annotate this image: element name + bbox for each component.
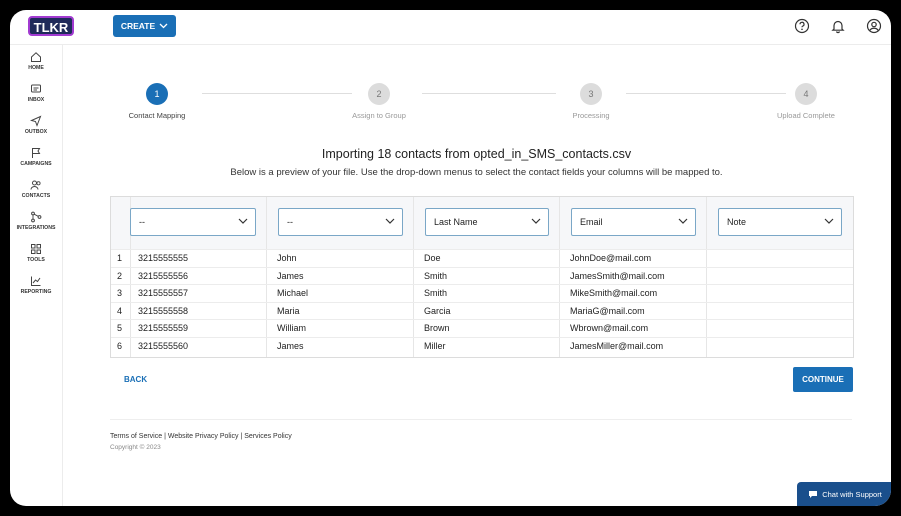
sidebar-item-home[interactable] <box>10 51 62 71</box>
row-number: 5 <box>117 323 123 333</box>
step-label: Upload Complete <box>777 111 835 120</box>
cell-first-name: Maria <box>277 305 300 316</box>
table-row <box>111 284 853 302</box>
sidebar-item-reporting[interactable] <box>10 275 62 295</box>
chevron-down-icon <box>238 218 248 225</box>
table-row <box>111 302 853 320</box>
column-mapping-select-4[interactable] <box>571 208 696 236</box>
row-number: 1 <box>117 253 123 263</box>
select-value: Email <box>580 217 603 227</box>
copyright: Copyright © 2023 <box>110 444 161 451</box>
chevron-down-icon <box>678 218 688 225</box>
mapping-table <box>110 196 854 358</box>
tlkr-logo[interactable]: TLKR <box>28 16 74 36</box>
select-value: Last Name <box>434 217 478 227</box>
step-label: Processing <box>572 111 610 120</box>
terms-link[interactable]: Terms of Service <box>110 433 163 440</box>
account-icon[interactable] <box>866 18 882 34</box>
row-number: 4 <box>117 305 123 316</box>
cell-first-name: Michael <box>277 288 309 298</box>
step-contact-mapping <box>112 83 202 120</box>
column-mapping-select-3[interactable] <box>425 208 549 236</box>
step-number: 1 <box>146 83 168 105</box>
footer-separator: | <box>240 433 243 440</box>
cell-phone: 3215555556 <box>138 270 189 281</box>
chevron-down-icon <box>824 218 834 225</box>
sidebar-item-label: OUTBOX <box>24 129 48 135</box>
sidebar-item-label: HOME <box>28 65 44 71</box>
select-value: -- <box>139 217 145 227</box>
cell-phone: 3215555558 <box>138 305 189 316</box>
chevron-down-icon <box>159 23 168 29</box>
chevron-down-icon <box>531 218 541 225</box>
sidebar-item-label: CONTACTS <box>21 193 51 199</box>
step-number: 4 <box>795 83 817 105</box>
integrations-icon <box>30 211 42 223</box>
step-upload-complete <box>761 83 851 120</box>
column-mapping-select-1[interactable] <box>130 208 256 236</box>
cell-last-name: Doe <box>424 253 441 263</box>
cell-last-name: Smith <box>424 270 448 281</box>
cell-email: JamesSmith@mail.com <box>570 270 665 281</box>
sidebar-item-inbox[interactable] <box>10 83 62 103</box>
row-number: 2 <box>117 270 123 281</box>
cell-last-name: Smith <box>424 288 448 298</box>
sidebar-item-label: INBOX <box>27 97 45 103</box>
step-processing <box>546 83 636 120</box>
stepper-connector <box>202 93 352 94</box>
sidebar-item-label: TOOLS <box>27 257 45 263</box>
chat-support-button[interactable] <box>797 482 891 506</box>
help-icon[interactable] <box>794 18 810 34</box>
cell-phone: 3215555557 <box>138 288 189 298</box>
cell-email: JamesMiller@mail.com <box>570 340 664 351</box>
sidebar-item-contacts[interactable] <box>10 179 62 199</box>
cell-first-name: William <box>277 323 306 333</box>
page-subtitle: Below is a preview of your file. Use the drop-down menus to select the contact fields your columns will be mapped to. <box>230 167 723 178</box>
cell-phone: 3215555560 <box>138 340 189 351</box>
home-icon <box>30 51 42 63</box>
sidebar-item-label: INTEGRATIONS <box>16 225 56 231</box>
column-mapping-select-2[interactable] <box>278 208 403 236</box>
step-assign-to-group <box>334 83 424 120</box>
cell-first-name: James <box>277 340 304 351</box>
cell-last-name: Brown <box>424 323 450 333</box>
cell-first-name: James <box>277 270 304 281</box>
privacy-link[interactable]: Website Privacy Policy <box>167 433 239 440</box>
sidebar-item-label: CAMPAIGNS <box>20 161 52 167</box>
table-row <box>111 337 853 355</box>
back-button[interactable]: BACK <box>124 375 148 384</box>
sidebar-item-outbox[interactable] <box>10 115 62 135</box>
sidebar-item-label: REPORTING <box>20 289 52 295</box>
table-row <box>111 267 853 285</box>
footer-links <box>110 433 292 440</box>
select-value: Note <box>727 217 747 227</box>
create-button-label: CREATE <box>120 21 156 31</box>
table-row <box>111 319 853 337</box>
column-mapping-select-5[interactable] <box>718 208 842 236</box>
grid-icon <box>30 243 42 255</box>
step-number: 3 <box>580 83 602 105</box>
cell-email: Wbrown@mail.com <box>570 323 649 333</box>
table-row <box>111 249 853 267</box>
cell-last-name: Miller <box>424 340 446 351</box>
footer-separator: | <box>164 433 166 440</box>
stepper-connector <box>422 93 556 94</box>
select-value: -- <box>287 217 293 227</box>
cell-email: JohnDoe@mail.com <box>570 253 652 263</box>
chat-bubble-icon <box>808 490 818 499</box>
app-window <box>10 10 891 506</box>
chart-icon <box>30 275 42 287</box>
cell-first-name: John <box>277 253 297 263</box>
sidebar-item-tools[interactable] <box>10 243 62 263</box>
row-number: 6 <box>117 340 123 351</box>
continue-button[interactable]: CONTINUE <box>793 367 853 392</box>
top-bar <box>10 10 891 45</box>
step-number: 2 <box>368 83 390 105</box>
page-title: Importing 18 contacts from opted_in_SMS_contacts.csv <box>321 147 632 161</box>
create-button[interactable] <box>113 15 176 37</box>
cell-phone: 3215555555 <box>138 253 189 263</box>
step-label: Contact Mapping <box>128 111 186 120</box>
send-icon <box>30 115 42 127</box>
services-policy-link[interactable]: Services Policy <box>244 433 292 440</box>
bell-icon[interactable] <box>830 18 846 34</box>
inbox-icon <box>30 83 42 95</box>
users-icon <box>30 179 42 191</box>
sidebar-item-integrations[interactable] <box>10 211 62 231</box>
footer-divider <box>110 419 852 420</box>
chevron-down-icon <box>385 218 395 225</box>
sidebar <box>10 45 63 506</box>
cell-phone: 3215555559 <box>138 323 189 333</box>
cell-email: MikeSmith@mail.com <box>570 288 658 298</box>
cell-email: MariaG@mail.com <box>570 305 645 316</box>
cell-last-name: Garcia <box>424 305 451 316</box>
step-label: Assign to Group <box>352 111 406 120</box>
row-number: 3 <box>117 288 123 298</box>
chat-support-label: Chat with Support <box>822 489 882 499</box>
